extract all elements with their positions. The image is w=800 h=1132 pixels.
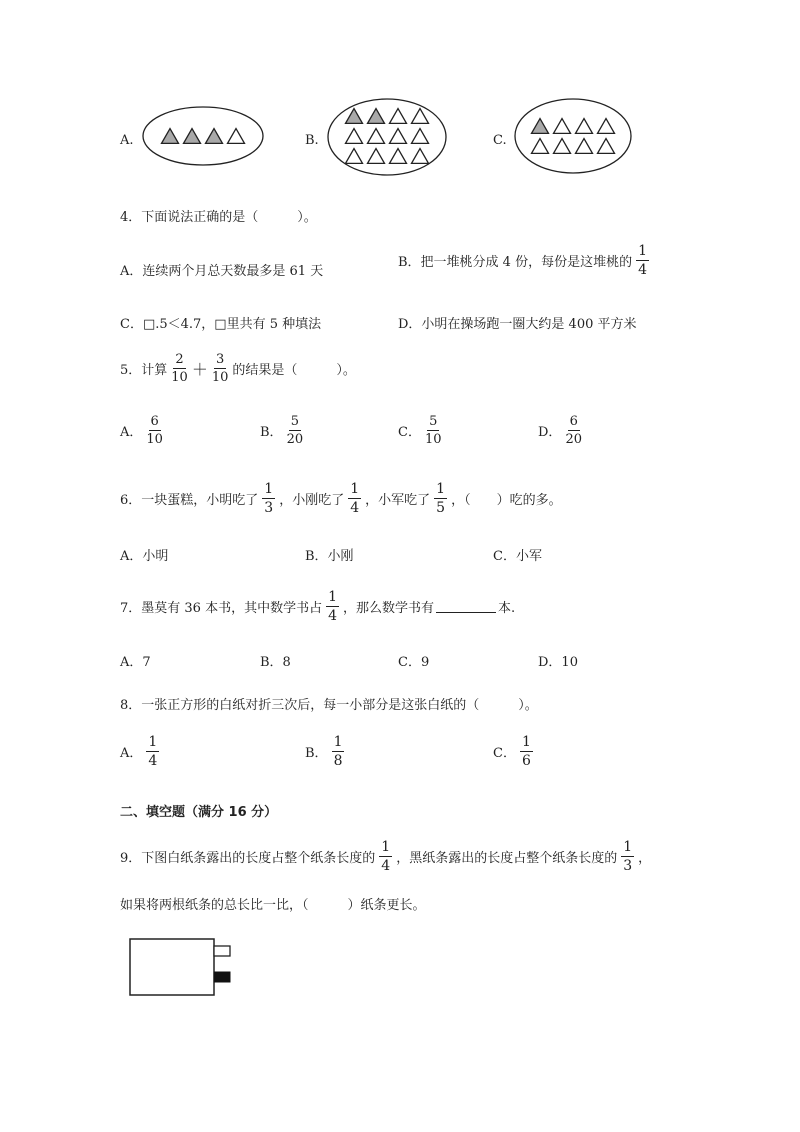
envelope-box xyxy=(130,939,214,995)
empty-triangle xyxy=(346,129,363,144)
black-strip xyxy=(214,972,230,982)
fraction-denominator: 20 xyxy=(286,432,304,447)
empty-triangle xyxy=(390,149,407,164)
fraction-denominator: 20 xyxy=(565,432,582,447)
q7-text-3: 本. xyxy=(498,601,516,616)
fraction-numerator: 1 xyxy=(333,734,343,750)
option-label: A． xyxy=(120,746,143,761)
shaded-triangle xyxy=(532,119,549,134)
option-fraction xyxy=(146,415,163,446)
q3-option-b-oval-figure xyxy=(325,96,449,178)
q4-stem: 4．下面说法正确的是（ ）。 xyxy=(120,210,317,225)
fraction-denominator: 6 xyxy=(521,753,531,769)
empty-triangle xyxy=(554,119,571,134)
q6-text-2: ，小刚吃了 xyxy=(279,493,345,508)
option-fraction xyxy=(425,415,442,446)
empty-triangle xyxy=(412,149,429,164)
option-fraction xyxy=(520,735,533,768)
fraction-denominator: 3 xyxy=(623,858,633,874)
fraction-numerator: 1 xyxy=(436,481,446,497)
fraction-denominator: 5 xyxy=(436,500,446,516)
q5-fraction-1 xyxy=(171,353,188,384)
fraction-numerator: 3 xyxy=(215,352,225,367)
q5-plus-sign: ＋ xyxy=(191,360,208,379)
q4-option-b xyxy=(398,244,651,277)
q3-option-a-label: A. xyxy=(120,133,134,148)
q7-option-b: B．8 xyxy=(260,655,291,670)
fraction-denominator: 10 xyxy=(424,432,442,447)
fraction-denominator: 10 xyxy=(211,370,229,385)
shaded-triangle xyxy=(206,129,223,144)
q9-fraction-2 xyxy=(621,840,634,873)
q5-fraction-2 xyxy=(212,353,229,384)
empty-triangle xyxy=(576,119,593,134)
fraction-denominator: 4 xyxy=(148,753,158,769)
q9-text-1: 9．下图白纸条露出的长度占整个纸条长度的 xyxy=(120,851,376,866)
q8-option-b xyxy=(305,735,346,768)
fraction-denominator: 8 xyxy=(333,753,343,769)
empty-triangle xyxy=(368,149,385,164)
q6-text-4: ，（ ）吃的多。 xyxy=(451,493,562,508)
q7-text-1: 7．墨莫有 36 本书，其中数学书占 xyxy=(120,601,323,616)
fraction-numerator: 5 xyxy=(290,414,299,429)
q6-option-b: B．小刚 xyxy=(305,549,354,564)
option-label: D． xyxy=(538,425,562,440)
q7-option-d: D．10 xyxy=(538,655,578,670)
fraction-numerator: 5 xyxy=(429,414,438,429)
empty-triangle xyxy=(390,109,407,124)
empty-triangle xyxy=(598,139,615,154)
q3-option-b-label: B. xyxy=(305,133,319,148)
q6-fraction-3 xyxy=(434,482,447,515)
shaded-triangle xyxy=(346,109,363,124)
q4-option-a: A．连续两个月总天数最多是 61 天 xyxy=(120,264,324,279)
q6-fraction-1 xyxy=(262,482,275,515)
option-label: C． xyxy=(398,425,421,440)
q7-fraction xyxy=(326,590,339,623)
fraction-denominator: 10 xyxy=(146,432,163,447)
q8-stem: 8．一张正方形的白纸对折三次后，每一小部分是这张白纸的（ ）。 xyxy=(120,698,538,713)
empty-triangle xyxy=(390,129,407,144)
q6-text-3: ，小军吃了 xyxy=(365,493,431,508)
empty-triangle xyxy=(598,119,615,134)
option-fraction xyxy=(332,735,345,768)
fraction-denominator: 4 xyxy=(381,858,391,874)
empty-triangle xyxy=(412,109,429,124)
q5-option-c xyxy=(398,415,444,446)
shaded-triangle xyxy=(368,109,385,124)
fraction-numerator: 1 xyxy=(521,734,531,750)
fraction-numerator: 6 xyxy=(150,414,159,429)
q7-answer-blank[interactable] xyxy=(436,600,496,613)
q9-text-2: ，黑纸条露出的长度占整个纸条长度的 xyxy=(396,851,618,866)
option-fraction xyxy=(146,735,159,768)
empty-triangle xyxy=(412,129,429,144)
q6-text-1: 6．一块蛋糕，小明吃了 xyxy=(120,493,259,508)
empty-triangle xyxy=(228,129,245,144)
section-heading: 二、填空题（满分 16 分） xyxy=(120,805,278,820)
fraction-numerator: 1 xyxy=(350,481,360,497)
fraction-denominator: 4 xyxy=(350,500,360,516)
q5-option-d xyxy=(538,415,584,446)
q6-option-a: A．小明 xyxy=(120,549,169,564)
empty-triangle xyxy=(532,139,549,154)
q6-option-c: C．小军 xyxy=(493,549,542,564)
option-fraction xyxy=(565,415,582,446)
q5-suffix: 的结果是（ ）。 xyxy=(232,363,356,378)
fraction-denominator: 3 xyxy=(264,500,274,516)
q5-option-a xyxy=(120,415,165,446)
fraction-denominator: 4 xyxy=(328,608,337,624)
option-label: B． xyxy=(305,746,328,761)
q5-stem xyxy=(120,353,356,384)
option-label: C． xyxy=(493,746,516,761)
q9-paper-strips-figure xyxy=(126,936,236,1000)
q7-text-2: ，那么数学书有 xyxy=(343,601,435,616)
q9-line-2: 如果将两根纸条的总长比一比，（ ）纸条更长。 xyxy=(120,898,426,913)
white-strip xyxy=(214,946,230,956)
q3-option-c-oval-figure xyxy=(512,96,634,176)
q9-stem xyxy=(120,840,651,873)
fraction-numerator: 1 xyxy=(328,589,337,605)
fraction-numerator: 1 xyxy=(638,243,648,259)
shaded-triangle xyxy=(162,129,179,144)
fraction-numerator: 1 xyxy=(148,734,158,750)
q4-option-d: D．小明在操场跑一圈大约是 400 平方米 xyxy=(398,317,637,332)
fraction-numerator: 1 xyxy=(381,839,391,855)
q9-text-3: ， xyxy=(638,851,652,866)
q4-option-c: C．□.5＜4.7，□里共有 5 种填法 xyxy=(120,317,322,332)
empty-triangle xyxy=(576,139,593,154)
q6-fraction-2 xyxy=(348,482,361,515)
q4-option-b-text: B．把一堆桃分成 4 份，每份是这堆桃的 xyxy=(398,255,633,270)
fraction-denominator: 10 xyxy=(171,370,188,385)
q9-fraction-1 xyxy=(379,840,392,873)
fraction-numerator: 1 xyxy=(264,481,274,497)
q5-option-b xyxy=(260,415,305,446)
q8-option-a xyxy=(120,735,161,768)
fraction-numerator: 1 xyxy=(623,839,633,855)
q6-stem xyxy=(120,482,562,515)
q7-option-c: C．9 xyxy=(398,655,430,670)
q7-stem xyxy=(120,590,515,623)
q7-option-a: A．7 xyxy=(120,655,151,670)
shaded-triangle xyxy=(184,129,201,144)
q5-prefix: 5．计算 xyxy=(120,363,168,378)
empty-triangle xyxy=(554,139,571,154)
q3-option-a-oval-figure xyxy=(140,104,266,168)
option-fraction xyxy=(287,415,304,446)
fraction-numerator: 6 xyxy=(569,414,578,429)
fraction-denominator: 4 xyxy=(638,262,648,278)
empty-triangle xyxy=(346,149,363,164)
q4-option-b-fraction xyxy=(636,244,649,277)
fraction-numerator: 2 xyxy=(175,352,184,367)
option-label: A． xyxy=(120,425,143,440)
option-label: B． xyxy=(260,425,283,440)
empty-triangle xyxy=(368,129,385,144)
q3-option-c-label: C. xyxy=(493,133,507,148)
q8-option-c xyxy=(493,735,535,768)
